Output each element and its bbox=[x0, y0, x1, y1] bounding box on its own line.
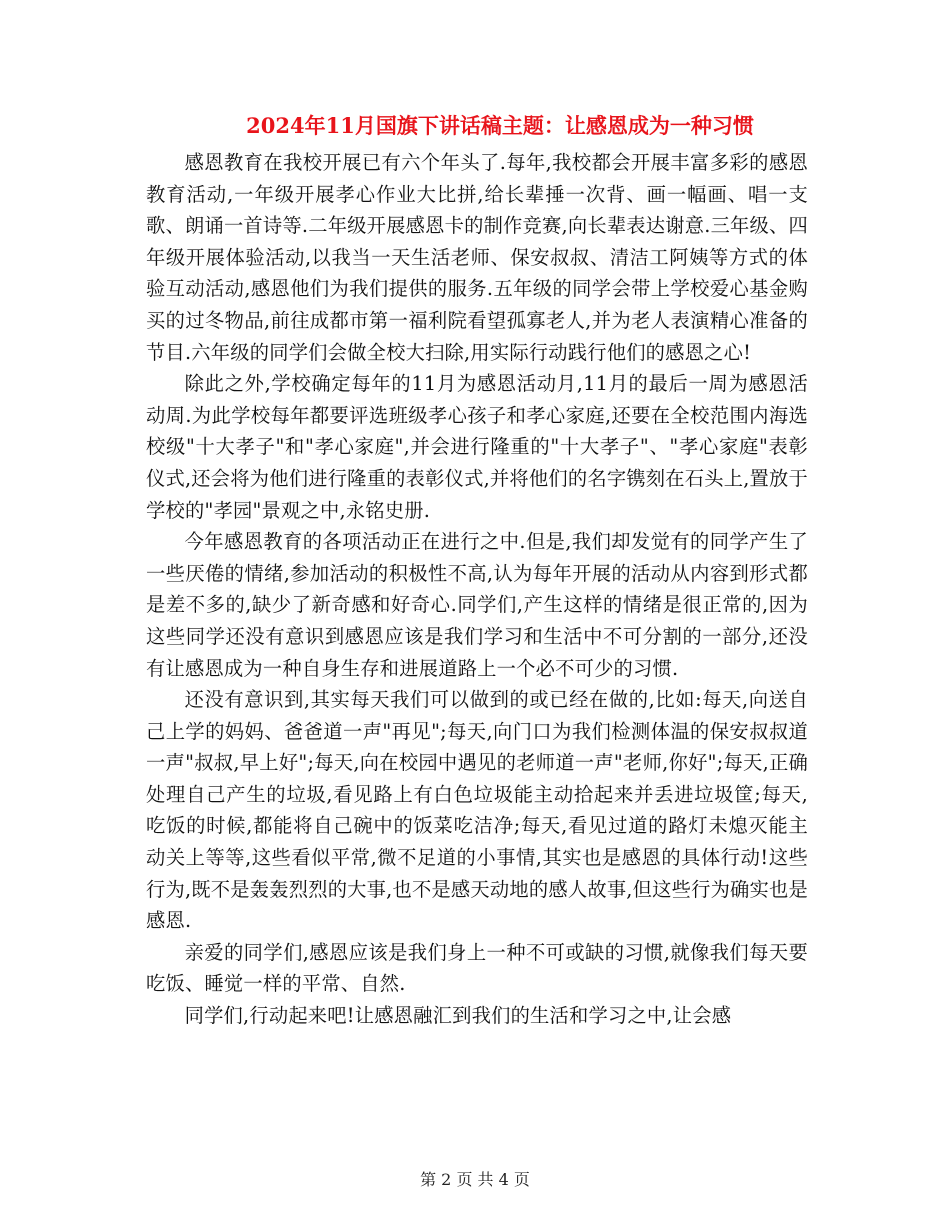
paragraph-3: 今年感恩教育的各项活动正在进行之中.但是,我们却发觉有的同学产生了一些厌倦的情绪,参加活动的积极性不高,认为每年开展的活动从内容到形式都是差不多的,缺少了新奇感和好奇心.同学们,产生这样的情绪是很正常的,因为这些同学还没有意识到感恩应该是我们学习和生活中不可分割的一部分,还没有让感恩成为一种自身生存和进展道路上一个必不可少的习惯. bbox=[146, 530, 808, 680]
paragraph-4: 还没有意识到,其实每天我们可以做到的或已经在做的,比如:每天,向送自己上学的妈妈、爸爸道一声"再见";每天,向门口为我们检测体温的保安叔叔道一声"叔叔,早上好";每天,向在校园中遇见的老师道一声"老师,你好";每天,正确处理自己产生的垃圾,看见路上有白色垃圾能主动拾起来并丢进垃圾筐;每天,吃饭的时候,都能将自己碗中的饭菜吃洁净;每天,看见过道的路灯未熄灭能主动关上等等,这些看似平常,微不足道的小事情,其实也是感恩的具体行动!这些行为,既不是轰轰烈烈的大事,也不是感天动地的感人故事,但这些行为确实也是感恩. bbox=[146, 688, 808, 933]
paragraph-1: 感恩教育在我校开展已有六个年头了.每年,我校都会开展丰富多彩的感恩教育活动,一年级开展孝心作业大比拼,给长辈捶一次背、画一幅画、唱一支歌、朗诵一首诗等.二年级开展感恩卡的制作竞赛,向长辈表达谢意.三年级、四年级开展体验活动,以我当一天生活老师、保安叔叔、清洁工阿姨等方式的体验互动活动,感恩他们为我们提供的服务.五年级的同学会带上学校爱心基金购买的过冬物品,前往成都市第一福利院看望孤寡老人,并为老人表演精心准备的节目.六年级的同学们会做全校大扫除,用实际行动践行他们的感恩之心! bbox=[146, 151, 808, 364]
paragraph-2: 除此之外,学校确定每年的11月为感恩活动月,11月的最后一周为感恩活动周.为此学校每年都要评选班级孝心孩子和孝心家庭,还要在全校范围内海选校级"十大孝子"和"孝心家庭",并会进行隆重的"十大孝子"、"孝心家庭"表彰仪式,还会将为他们进行隆重的表彰仪式,并将他们的名字镌刻在石头上,置放于学校的"孝园"景观之中,永铭史册. bbox=[146, 372, 808, 522]
paragraph-6: 同学们,行动起来吧!让感恩融汇到我们的生活和学习之中,让会感 bbox=[184, 1004, 732, 1028]
paragraph-5: 亲爱的同学们,感恩应该是我们身上一种不可或缺的习惯,就像我们每天要吃饭、睡觉一样的平常、自然. bbox=[146, 940, 808, 996]
page-number-footer: 第 2 页 共 4 页 bbox=[420, 1170, 530, 1189]
document-body bbox=[146, 147, 808, 1032]
document-title: 2024年11月国旗下讲话稿主题：让感恩成为一种习惯 bbox=[246, 113, 754, 138]
